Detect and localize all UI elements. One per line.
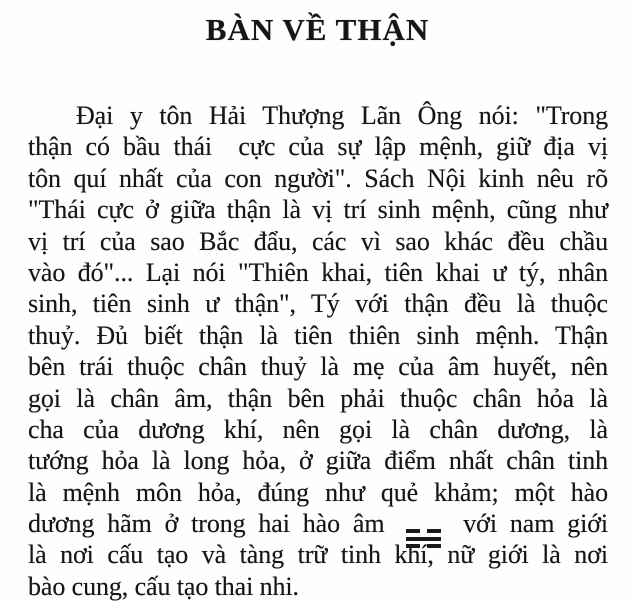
text-line: tôn quí nhất của con người". Sách Nội kinh nêu rõ bbox=[28, 163, 608, 193]
text-line: thận có bầu thái cực của sự lập mệnh, giữ địa vị bbox=[28, 132, 608, 162]
text-line: vào đó"... Lại nói "Thiên khai, tiên khai ư tý, nhân bbox=[28, 257, 608, 287]
text-line: tướng hỏa là long hỏa, ở giữa điểm nhất chân tinh bbox=[28, 446, 608, 476]
text-line: "Thái cực ở giữa thận là vị trí sinh mệnh, cũng như bbox=[28, 195, 608, 225]
text-line: bên trái thuộc chân thuỷ là mẹ của âm huyết, nên bbox=[28, 352, 608, 382]
text-line: cha của dương khí, nên gọi là chân dương, là bbox=[28, 414, 608, 444]
text-line: Đại y tôn Hải Thượng Lãn Ông nói: "Trong bbox=[76, 101, 608, 130]
trigram-broken-line bbox=[406, 529, 441, 533]
text-line: sinh, tiên sinh ư thận", Tý với thận đều là thuộc bbox=[28, 289, 608, 319]
text-line-with-trigram bbox=[28, 508, 608, 539]
text-after-trigram: với nam giới bbox=[463, 509, 609, 539]
page-title: BÀN VỀ THẬN bbox=[205, 12, 430, 47]
text-line: gọi là chân âm, thận bên phải thuộc chân hỏa là bbox=[28, 383, 608, 413]
text-line: bào cung, cấu tạo thai nhi. bbox=[28, 571, 299, 601]
text-line: là mệnh môn hỏa, đúng như quẻ khảm; một hào bbox=[28, 477, 608, 507]
text-line: thuỷ. Đủ biết thận là tiên thiên sinh mệnh. Thận bbox=[28, 320, 608, 350]
text-before-trigram: dương hãm ở trong hai hào âm bbox=[28, 509, 385, 539]
text-line: vị trí của sao Bắc đẩu, các vì sao khác đều chầu bbox=[28, 226, 608, 256]
paragraph bbox=[28, 100, 608, 601]
text-line: là nơi cấu tạo và tàng trữ tinh khí, nữ giới là nơi bbox=[28, 540, 608, 570]
